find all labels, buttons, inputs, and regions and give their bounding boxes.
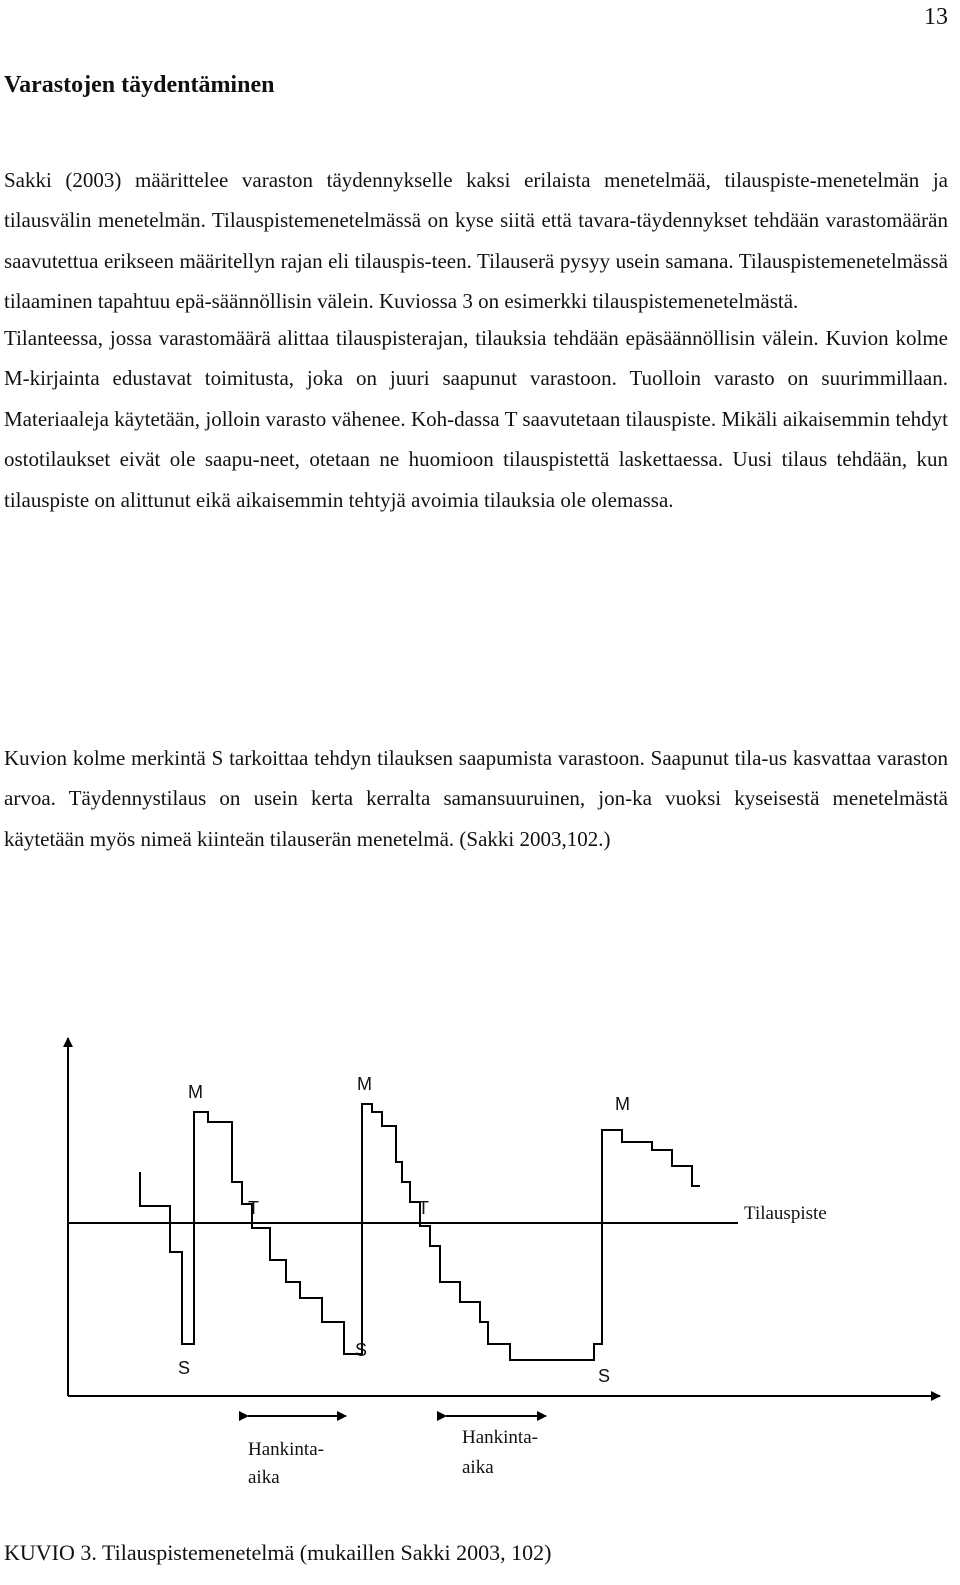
label-t-1: T: [248, 1198, 259, 1218]
lead-time-label-2-line-1: Hankinta-: [462, 1427, 538, 1448]
lead-time-label-2-line-2: aika: [462, 1457, 494, 1478]
label-reorder-point: Tilauspiste: [744, 1203, 827, 1224]
section-heading: Varastojen täydentäminen: [4, 72, 275, 98]
paragraph-1: Sakki (2003) määrittelee varaston täydennykselle kaksi erilaista menetelmää, tilauspiste-menetelmän ja tilausvälin menetelmän. Tilauspistemenetelmässä on kyse siitä että tavara-täydennykset tehdään varastomäärän saavutettua erikseen määritellyn rajan eli tilauspis-teen. Tilauserä pysyy usein samana. Tilauspistemenetelmässä tilaaminen tapahtuu epä-säännöllisin välein. Kuviossa 3 on esimerkki tilauspistemenetelmästä.: [4, 168, 948, 314]
figure-caption: KUVIO 3. Tilauspistemenetelmä (mukaillen Sakki 2003, 102): [4, 1540, 552, 1565]
reorder-point-figure: [0, 1020, 960, 1550]
label-m-2: M: [357, 1074, 372, 1094]
page-number: 13: [924, 4, 948, 30]
inventory-level-line: [140, 1104, 700, 1360]
paragraph-2: Tilanteessa, jossa varastomäärä alittaa tilauspisterajan, tilauksia tehdään epäsäännöllisin välein. Kuvion kolme M-kirjainta edustavat toimitusta, joka on juuri saapunut varastoon. Tuolloin varasto on suurimmillaan. Materiaaleja käytetään, jolloin varasto vähenee. Koh-dassa T saavutetaan tilauspiste. Mikäli aikaisemmin tehdyt ostotilaukset eivät ole saapu-neet, otetaan ne huomioon tilauspistettä laskettaessa. Uusi tilaus tehdään, kun tilauspiste on alittunut eikä aikaisemmin tehtyjä avoimia tilauksia ole olemassa.: [4, 326, 948, 512]
label-s-1: S: [178, 1358, 191, 1378]
lead-time-label-1-line-2: aika: [248, 1467, 280, 1488]
label-m-1: M: [188, 1082, 203, 1102]
label-t-2: T: [418, 1198, 429, 1218]
label-s-2: S: [355, 1340, 368, 1360]
label-s-3: S: [598, 1366, 611, 1386]
paragraph-3: Kuvion kolme merkintä S tarkoittaa tehdyn tilauksen saapumista varastoon. Saapunut tila-us kasvattaa varaston arvoa. Täydennystilaus on usein kerta kerralta samansuuruinen, jon-ka vuoksi kyseisestä menetelmästä käytetään myös nimeä kiinteän tilauserän menetelmä. (Sakki 2003,102.): [4, 746, 948, 851]
lead-time-label-1-line-1: Hankinta-: [248, 1439, 324, 1460]
label-m-3: M: [615, 1094, 630, 1114]
